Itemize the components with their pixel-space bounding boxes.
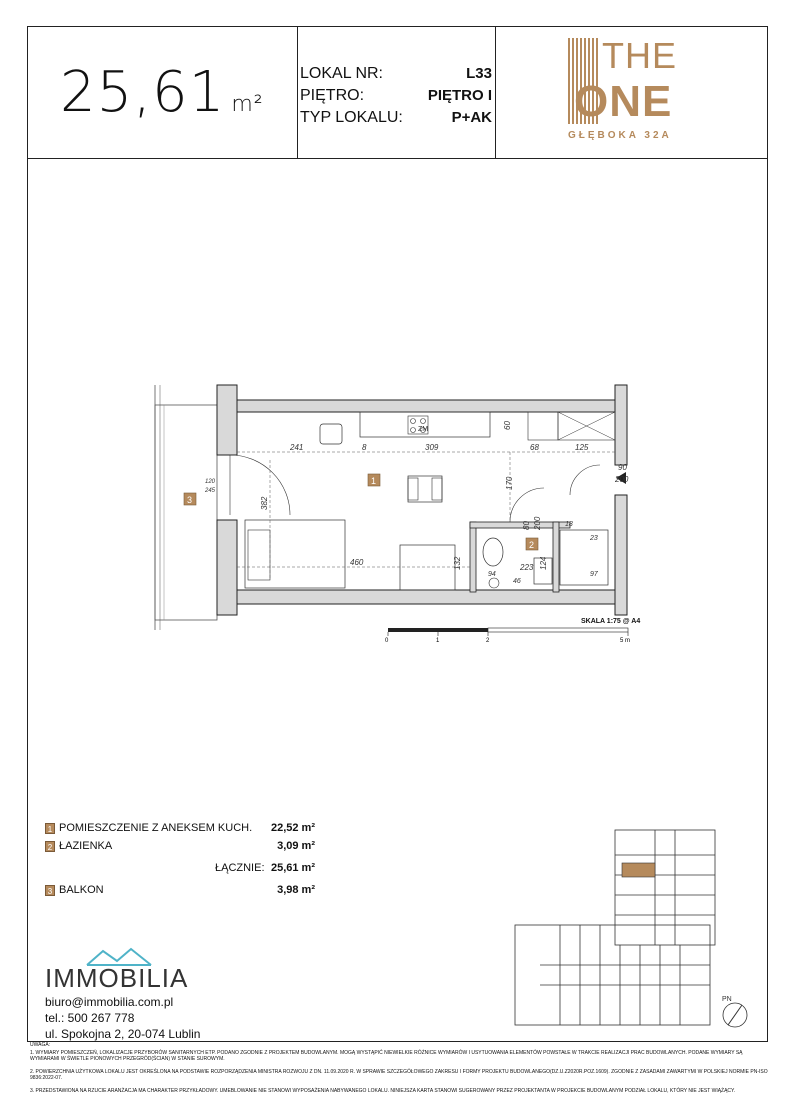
note-1: 1. WYMIARY POMIESZCZEŃ, LOKALIZACJE PRZYBORÓW SANITARNYCH ETP. PODANO ZGODNIE Z PROJEKTEM BUDOWLANYM. MOGĄ WYSTĄPIĆ NIEWIELKIE RÓŻNICE WYMIARÓW I USYTUOWANIA ELEMENTÓW POWSTAŁE W TRAKCIE REALIZACJI PRAC BUDOWLANYCH. PODANE WYMIARY SĄ WYMIARAMI W ŚWIETLE PIONOWYCH PRZEGRÓD(ŚCIAN) W STANIE SUROWYM.: [30, 1049, 743, 1062]
dim-label: 245: [205, 488, 216, 494]
dim-label: 200: [533, 516, 542, 530]
room-row: [45, 822, 315, 838]
room-row: [45, 840, 315, 856]
info-label-typ: TYP LOKALU:: [300, 109, 403, 126]
scale-tick: 0: [385, 638, 389, 644]
notes-block: [30, 1042, 770, 1100]
info-value-pietro: PIĘTRO I: [427, 87, 492, 104]
dim-label: 124: [539, 556, 548, 570]
dim-label: 60: [503, 421, 512, 430]
header-divider: [495, 26, 496, 159]
room-name: POMIESZCZENIE Z ANEKSEM KUCH.: [59, 822, 253, 834]
total-label: ŁĄCZNIE:: [215, 862, 265, 874]
notes-title: UWAGA:: [30, 1042, 51, 1048]
dim-label: 382: [260, 496, 269, 510]
scale-tick: 5 m: [620, 638, 631, 644]
room-tag-2: [526, 538, 538, 550]
header-divider: [297, 26, 298, 159]
info-label-lokal: LOKAL NR:: [300, 65, 383, 82]
key-plan-unit-highlight: [622, 863, 655, 877]
floor-plan: [150, 380, 650, 645]
room-name: BALKON: [59, 884, 104, 896]
room-number: 2: [45, 841, 55, 852]
agency-phone[interactable]: tel.: 500 267 778: [45, 1011, 135, 1025]
room-area: 3,98 m²: [277, 884, 315, 896]
dim-label: 97: [590, 571, 598, 578]
entry-dim-bottom: 200: [615, 475, 629, 484]
room-number: 3: [45, 885, 55, 896]
agency-name: IMMOBILIA: [45, 963, 189, 993]
dim-label: 309: [425, 443, 439, 452]
logo-text-one: ONE: [574, 77, 673, 126]
dim-label: 8: [362, 443, 367, 452]
logo-address: GŁĘBOKA 32A: [568, 130, 672, 141]
room-area: 3,09 m²: [277, 840, 315, 852]
doors: [230, 455, 600, 522]
dim-label: 241: [290, 443, 304, 452]
room-area: 22,52 m²: [270, 822, 315, 834]
room-tag-1-text: 1: [371, 476, 377, 486]
unit-area-value: 25,61: [60, 60, 226, 125]
info-label-pietro: PIĘTRO:: [300, 87, 365, 104]
scale-label: SKALA 1:75 @ A4: [581, 618, 641, 625]
logo-text-the: THE: [602, 35, 677, 76]
dim-label: 120: [205, 479, 216, 485]
unit-area-unit: m²: [231, 92, 264, 117]
scale-bar: [385, 628, 630, 644]
room-tag-3-text: 3: [187, 495, 193, 505]
key-plan: [510, 825, 760, 1035]
dim-label: 23: [590, 535, 598, 542]
dim-label: 80: [522, 521, 531, 530]
room-tag-2-text: 2: [529, 540, 535, 550]
dim-label: 18: [565, 521, 573, 528]
scale-tick: 2: [486, 638, 490, 644]
dim-label: 94: [488, 571, 496, 578]
north-label: PN: [722, 996, 732, 1003]
exterior-walls: [217, 385, 627, 615]
note-3: 3. PRZEDSTAWIONA NA RZUCIE ARANŻACJA MA CHARAKTER PRZYKŁADOWY. UMEBLOWANIE NIE STANOWI WYPOSAŻENIA NABYWANEGO LOKALU. NINIEJSZA KARTA STANOWI SUGEROWANY PRZEZ PROJEKTANTA W PROJEKCIE BUDOWLANYM PODZIAŁ LOKALU, KTÓRY NIE JEST WIĄŻĄCY.: [30, 1087, 736, 1094]
note-2: 2. POWIERZCHNIA UŻYTKOWA LOKALU JEST OKREŚLONA NA PODSTAWIE ROZPORZĄDZENIA MINISTRA ROZWOJU Z DN. 11.09.2020 R. W SPRAWIE SZCZEGÓŁOWEGO ZAKRESU I FORMY PROJEKTU BUDOWLANEGO(DZ.U.Z2020R.POZ.1609). ZGODNIE Z ZASADAMI ZAWARTYMI W POLSKIEJ NORMIE PN-ISO 9836:2022-07.: [30, 1068, 768, 1081]
info-value-typ: P+AK: [451, 109, 492, 126]
brand-logo: [568, 35, 698, 148]
total-area: 25,61 m²: [270, 862, 315, 874]
north-arrow-icon: [723, 1003, 747, 1027]
dim-label: 68: [530, 443, 539, 452]
unit-area: [60, 58, 264, 140]
dim-label: 125: [575, 443, 589, 452]
agency-address: ul. Spokojna 2, 20-074 Lublin: [45, 1027, 201, 1041]
balcony-row: [45, 884, 315, 900]
room-name: ŁAZIENKA: [59, 840, 113, 852]
agency-email[interactable]: biuro@immobilia.com.pl: [45, 995, 174, 1009]
room-tag-1: [368, 474, 380, 486]
dim-label: 460: [350, 558, 364, 567]
scale-tick: 1: [436, 638, 440, 644]
dim-label: 170: [505, 476, 514, 490]
dim-label: 223: [520, 563, 534, 572]
room-number: 1: [45, 823, 55, 834]
dim-label: 132: [453, 556, 462, 570]
dim-label: 46: [513, 578, 521, 585]
kitchen-cabinets: [360, 412, 615, 440]
fridge-label: ZM: [418, 426, 429, 433]
balcony-area: [155, 385, 217, 630]
total-row: [45, 862, 315, 878]
info-value-lokal: L33: [466, 65, 492, 82]
room-tag-3: [184, 493, 196, 505]
entry-dim-top: 90: [618, 463, 627, 472]
